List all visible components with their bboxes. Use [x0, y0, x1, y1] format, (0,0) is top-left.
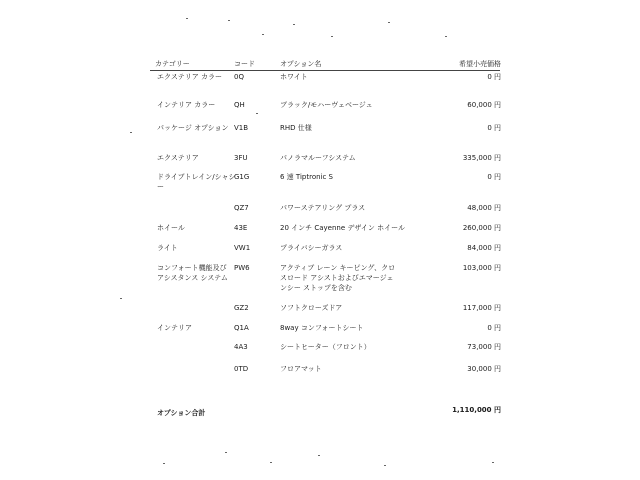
- row-category: インテリア: [157, 324, 192, 332]
- row-option: パワーステアリング プラス: [280, 204, 366, 212]
- row-category: コンフォート機能及びアシスタンス システム: [157, 264, 228, 282]
- row-code: Q1A: [234, 324, 249, 332]
- row-code: VW1: [234, 244, 251, 252]
- row-price: 260,000 円: [462, 224, 501, 232]
- total-label: オプション合計: [157, 409, 206, 417]
- row-category: ホイール: [157, 224, 185, 232]
- row-category: ライト: [157, 244, 178, 252]
- row-price: 0 円: [487, 124, 501, 132]
- row-price: 335,000 円: [462, 154, 501, 162]
- header-rule: [150, 70, 500, 71]
- row-option: パノラマルーフシステム: [280, 154, 356, 162]
- row-price: 30,000 円: [467, 365, 501, 373]
- scan-speck: [384, 465, 386, 466]
- row-option: プライバシーガラス: [280, 244, 343, 252]
- row-price: 0 円: [487, 324, 501, 332]
- row-price: 73,000 円: [467, 343, 501, 351]
- scan-speck: [318, 455, 320, 456]
- scan-speck: [163, 463, 165, 464]
- row-code: PW6: [234, 264, 250, 272]
- row-price: 0 円: [487, 73, 501, 81]
- row-code: G1G: [234, 173, 250, 181]
- total-value: 1,110,000 円: [452, 406, 501, 414]
- row-option: ソフトクローズドア: [280, 304, 343, 312]
- row-option: 20 インチ Cayenne デザイン ホイール: [280, 224, 405, 232]
- scan-speck: [331, 36, 333, 37]
- scan-speck: [492, 462, 494, 463]
- row-code: 4A3: [234, 343, 248, 351]
- scan-speck: [293, 24, 295, 25]
- row-code: 3FU: [234, 154, 248, 162]
- row-price: 48,000 円: [467, 204, 501, 212]
- row-category: インテリア カラー: [157, 101, 216, 109]
- row-price: 103,000 円: [462, 264, 501, 272]
- row-option: ブラック/モハーヴェベージュ: [280, 101, 373, 109]
- header-option-name: オプション名: [280, 60, 322, 68]
- row-option: RHD 仕様: [280, 124, 312, 132]
- scan-speck: [120, 298, 122, 299]
- row-category: エクステリア: [157, 154, 199, 162]
- row-option: アクティブ レーン キーピング、クロスロード アシストおよびエマージェンシー ストップを含む: [280, 264, 396, 292]
- row-category: ドライブトレイン/シャシー: [157, 173, 236, 191]
- row-code: 0TD: [234, 365, 249, 373]
- scan-speck: [225, 452, 227, 453]
- row-code: V1B: [234, 124, 249, 132]
- scan-speck: [388, 22, 390, 23]
- scan-speck: [186, 18, 188, 19]
- row-price: 0 円: [487, 173, 501, 181]
- row-option: フロアマット: [280, 365, 322, 373]
- row-option: 6 速 Tiptronic S: [280, 173, 334, 181]
- scan-speck: [130, 132, 132, 133]
- row-option: シートヒーター（フロント）: [280, 343, 371, 351]
- row-code: QZ7: [234, 204, 249, 212]
- scan-speck: [270, 462, 272, 463]
- row-price: 60,000 円: [467, 101, 501, 109]
- row-code: QH: [234, 101, 245, 109]
- row-code: GZ2: [234, 304, 249, 312]
- row-category: パッケージ オプション: [157, 124, 229, 132]
- row-option: ホワイト: [280, 73, 308, 81]
- row-category: エクステリア カラー: [157, 73, 223, 81]
- scan-speck: [256, 113, 258, 114]
- scan-speck: [262, 34, 264, 35]
- row-price: 84,000 円: [467, 244, 501, 252]
- scan-speck: [445, 36, 447, 37]
- row-code: 43E: [234, 224, 248, 232]
- row-option: 8way コンフォートシート: [280, 324, 364, 332]
- header-category: カテゴリー: [155, 60, 190, 68]
- row-code: 0Q: [234, 73, 244, 81]
- header-price: 希望小売価格: [459, 60, 501, 68]
- header-code: コード: [234, 60, 255, 68]
- scan-speck: [228, 20, 230, 21]
- row-price: 117,000 円: [462, 304, 501, 312]
